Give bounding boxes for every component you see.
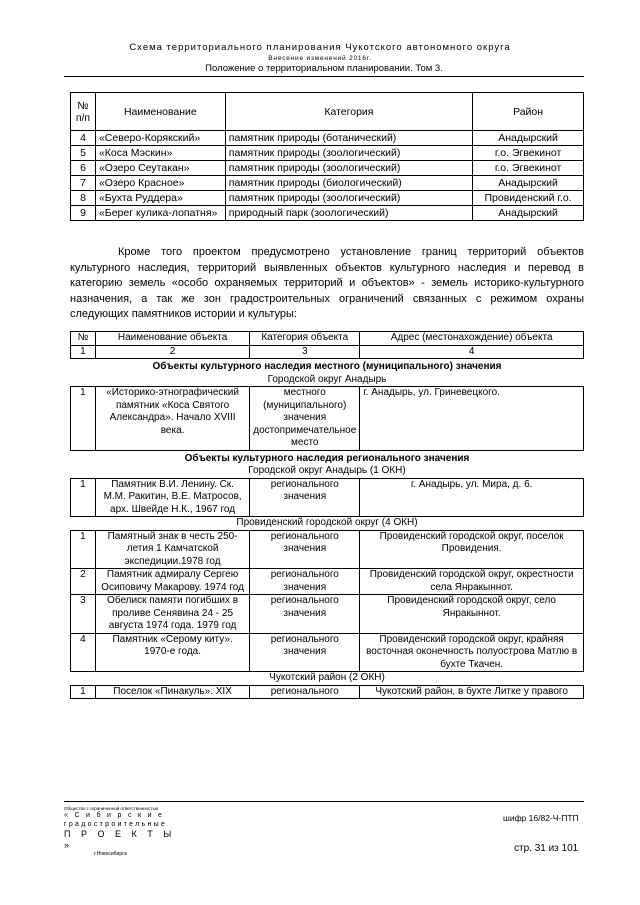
cell-object-category: регионального значения <box>250 478 360 517</box>
document-volume: Положение о территориальном планировании. Том 3. <box>205 63 443 74</box>
document-title: Схема территориального планирования Чукотского автономного округа <box>129 42 511 53</box>
cell-object-name: Памятник адмиралу Сергею Осиповичу Макарову. 1974 год <box>95 569 249 595</box>
cell-category: памятник природы (зоологический) <box>225 161 472 176</box>
col-number-4: 4 <box>360 345 584 359</box>
table-number-row <box>71 345 584 359</box>
col-number-2: 2 <box>95 345 249 359</box>
subsection-row <box>71 672 584 686</box>
table-row <box>71 176 584 191</box>
cell-address: Провиденский городской округ, окрестности села Янракыннот. <box>360 569 584 595</box>
table-row <box>71 685 584 699</box>
subsection-provideniya: Провиденский городской округ (4 ОКН) <box>236 517 418 528</box>
cell-category: памятник природы (ботанический) <box>225 131 472 146</box>
cell-object-category: регионального значения <box>250 530 360 569</box>
cell-object-category: регионального значения <box>250 595 360 634</box>
logo-line-3: П Р О Е К Т Ы » <box>64 829 176 850</box>
cell-number: 1 <box>71 387 96 451</box>
cell-number: 1 <box>71 530 96 569</box>
cell-number: 9 <box>71 206 96 221</box>
cell-category: природный парк (зоологический) <box>225 206 472 221</box>
table-row <box>71 191 584 206</box>
table-row <box>71 569 584 595</box>
cell-district: г.о. Эгвекинот <box>473 146 584 161</box>
subsection-chukotsky: Чукотский район (2 ОКН) <box>269 672 385 683</box>
cell-district: Анадырский <box>473 206 584 221</box>
cell-district: Провиденский г.о. <box>473 191 584 206</box>
cell-category: памятник природы (зоологический) <box>225 191 472 206</box>
table-row <box>71 530 584 569</box>
cell-name: «Озеро Сеутакан» <box>95 161 225 176</box>
cell-name: «Северо-Корякский» <box>95 131 225 146</box>
table-row <box>71 633 584 672</box>
table-row <box>71 478 584 517</box>
cell-address: Чукотский район, в бухте Литке у правого <box>360 685 584 699</box>
cell-object-category: местного (муниципального) значения достопримечательное место <box>250 387 360 451</box>
cell-object-name: Памятный знак в честь 250-летия 1 Камчатской экспедиции.1978 год <box>95 530 249 569</box>
cell-number: 2 <box>71 569 96 595</box>
cell-address: г. Анадырь, ул. Гриневецкого. <box>360 387 584 451</box>
col-header-name: Наименование <box>95 93 225 131</box>
protected-areas-table <box>70 92 584 221</box>
cell-number: 5 <box>71 146 96 161</box>
section-heading-row <box>71 450 584 465</box>
subsection-row <box>71 465 584 478</box>
cell-object-category: регионального <box>250 685 360 699</box>
subsection-anadyr-regional: Городской округ Анадырь (1 ОКН) <box>248 465 406 476</box>
col-header-object-name: Наименование объекта <box>95 332 249 346</box>
col-header-district: Район <box>473 93 584 131</box>
logo-org-type: Общество с ограниченной ответственностью <box>64 806 159 811</box>
logo-line-2: градостроительные <box>64 821 168 828</box>
cell-address: г. Анадырь, ул. Мира, д. 6. <box>360 478 584 517</box>
cell-address: Провиденский городской округ, село Янракыннот. <box>360 595 584 634</box>
cell-number: 8 <box>71 191 96 206</box>
col-header-address: Адрес (местонахождение) объекта <box>360 332 584 346</box>
cell-category: памятник природы (биологический) <box>225 176 472 191</box>
cell-name: «Коса Мэскин» <box>95 146 225 161</box>
document-subtitle: Внесение изменений 2016г. <box>268 55 372 62</box>
document-cipher: шифр 16/82-Ч-ПТП <box>503 813 579 823</box>
cell-object-name: Обелиск памяти погибших в проливе Сенявина 24 - 25 августа 1974 года. 1979 год <box>95 595 249 634</box>
section-heading-local: Объекты культурного наследия местного (муниципального) значения <box>152 361 502 372</box>
heritage-objects-table <box>70 331 584 699</box>
paragraph-text: Кроме того проектом предусмотрено установление границ территорий объектов культурного наследия, территорий выявленных объектов культурного наследия и перевод в категорию земель «особо охраняемых территорий и объектов» - земель историко-культурного назначения, а так же зон градостроительных ограничений связанных с режимом охраны следующих памятников истории и культуры: <box>70 246 584 321</box>
header-rule <box>64 76 584 77</box>
col-header-number: № <box>71 332 96 346</box>
cell-number: 6 <box>71 161 96 176</box>
cell-object-category: регионального значения <box>250 569 360 595</box>
cell-district: г.о. Эгвекинот <box>473 161 584 176</box>
table-header-row <box>71 93 584 131</box>
cell-number: 4 <box>71 633 96 672</box>
cell-district: Анадырский <box>473 131 584 146</box>
table-row <box>71 387 584 451</box>
cell-object-name: Памятник «Серому киту». 1970-е года. <box>95 633 249 672</box>
cell-object-name: Памятник В.И. Ленину. Ск. М.М. Ракитин, В.Е. Матросов, арх. Швейде Н.К., 1967 год <box>95 478 249 517</box>
cell-object-name: Поселок «Пинакуль». XIX <box>95 685 249 699</box>
cell-district: Анадырский <box>473 176 584 191</box>
section-heading-regional: Объекты культурного наследия регионального значения <box>184 452 470 464</box>
logo-city: г.Новосибирск <box>94 851 127 857</box>
col-header-category: Категория <box>225 93 472 131</box>
table-row <box>71 131 584 146</box>
table-row <box>71 595 584 634</box>
footer-rule <box>64 801 584 802</box>
page-number: стр. 31 из 101 <box>514 843 579 854</box>
cell-address: Провиденский городской округ, поселок Провидения. <box>360 530 584 569</box>
col-number-1: 1 <box>71 345 96 359</box>
table-header-row <box>71 332 584 346</box>
cell-number: 4 <box>71 131 96 146</box>
col-number-3: 3 <box>250 345 360 359</box>
cell-number: 3 <box>71 595 96 634</box>
logo-line-1: « С и б и р с к и е <box>64 812 165 819</box>
section-heading-row <box>71 359 584 374</box>
table-row <box>71 161 584 176</box>
col-header-object-category: Категория объекта <box>250 332 360 346</box>
cell-number: 7 <box>71 176 96 191</box>
cell-name: «Озеро Красное» <box>95 176 225 191</box>
col-header-number: № п/п <box>71 93 96 131</box>
table-row <box>71 206 584 221</box>
cell-object-category: регионального значения <box>250 633 360 672</box>
body-paragraph <box>70 245 584 323</box>
cell-name: «Берег кулика-лопатня» <box>95 206 225 221</box>
company-logo <box>64 806 184 857</box>
cell-number: 1 <box>71 685 96 699</box>
cell-number: 1 <box>71 478 96 517</box>
cell-category: памятник природы (зоологический) <box>225 146 472 161</box>
cell-name: «Бухта Руддера» <box>95 191 225 206</box>
subsection-row <box>71 517 584 531</box>
table-row <box>71 146 584 161</box>
cell-address: Провиденский городской округ, крайняя восточная оконечность полуострова Матлю в бухте Ткачен. <box>360 633 584 672</box>
cell-object-name: «Историко-этнографический памятник «Коса Святого Александра». Начало XVIII века. <box>95 387 249 451</box>
subsection-anadyr: Городской округ Анадырь <box>267 373 387 385</box>
subsection-row <box>71 374 584 387</box>
